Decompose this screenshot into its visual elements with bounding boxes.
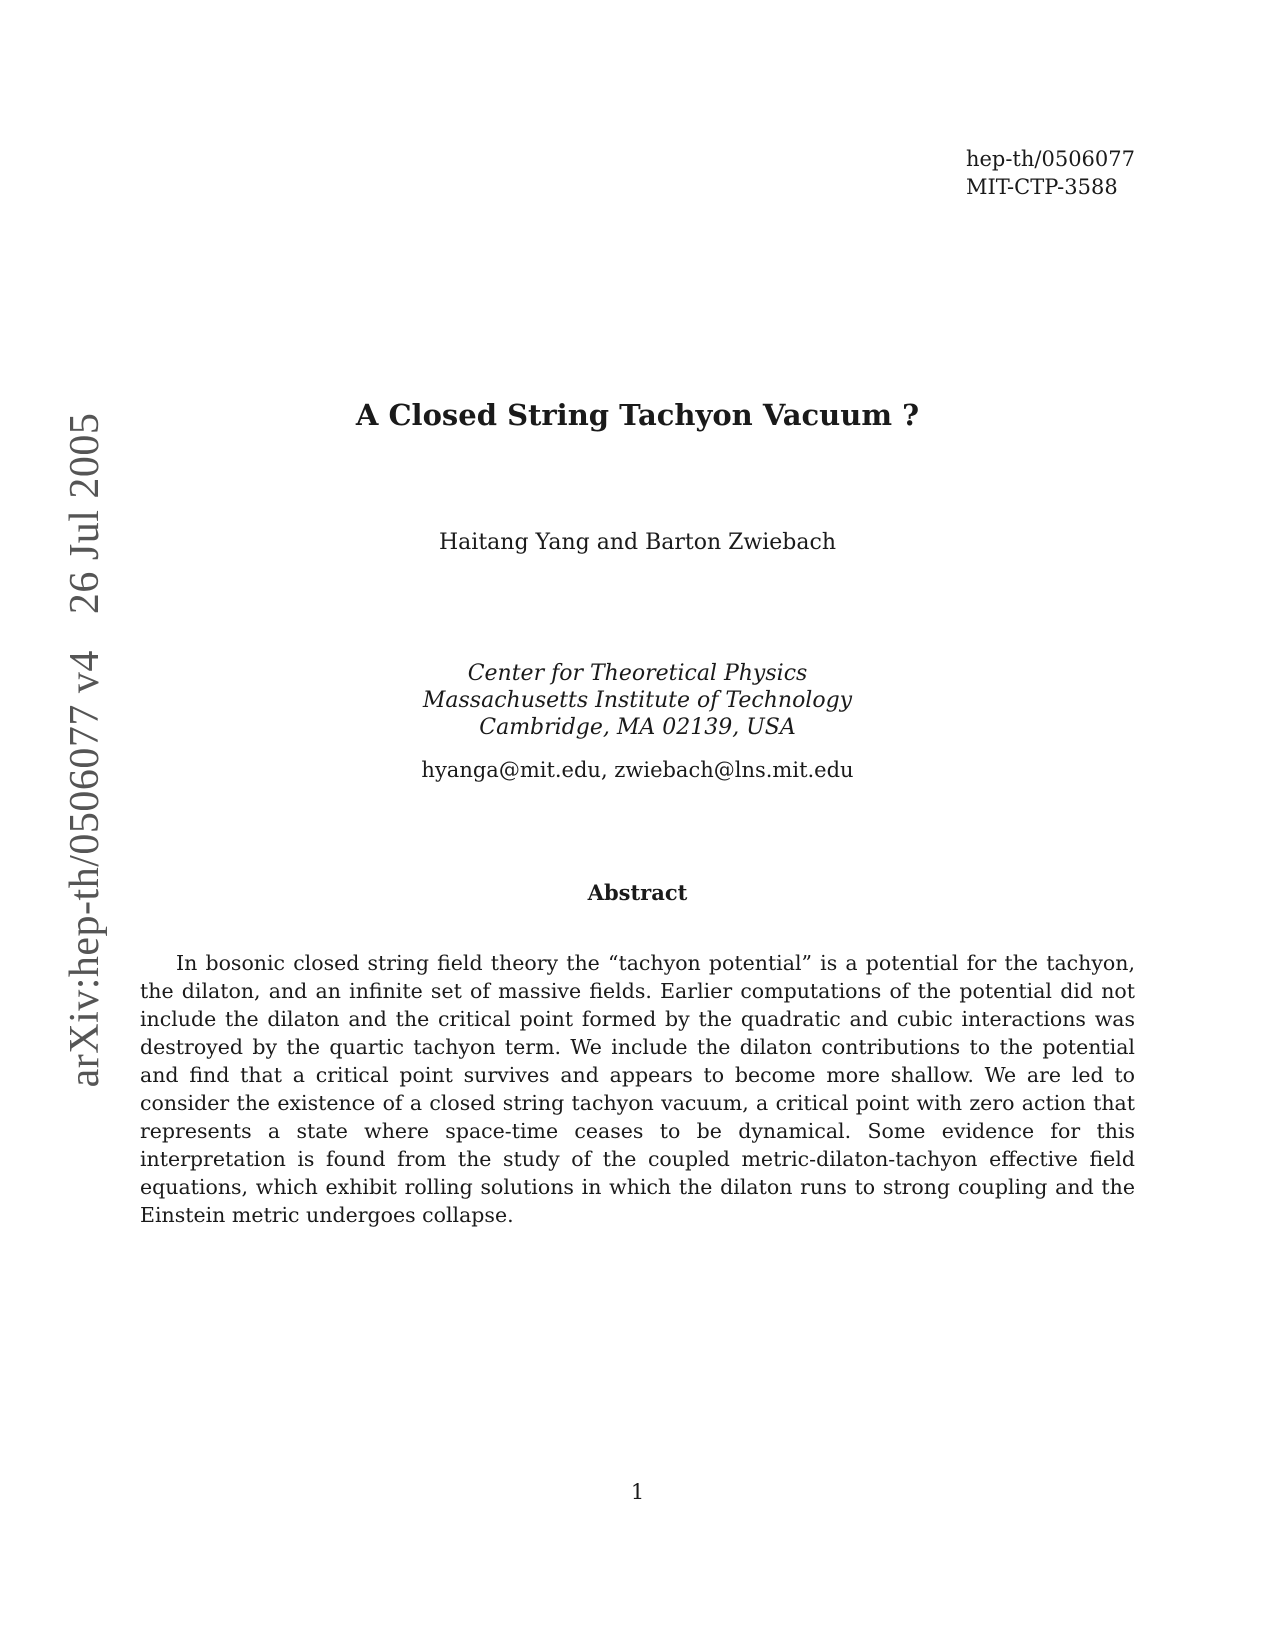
affiliation-line: Massachusetts Institute of Technology bbox=[422, 688, 853, 713]
page-number: 1 bbox=[630, 1480, 645, 1504]
report-number-mit: MIT-CTP-3588 bbox=[965, 175, 1118, 199]
report-number-arxiv: hep-th/0506077 bbox=[965, 147, 1135, 171]
authors: Haitang Yang and Barton Zwiebach bbox=[439, 530, 836, 555]
arxiv-sidebar-stamp bbox=[61, 413, 109, 1088]
abstract-heading: Abstract bbox=[587, 880, 688, 905]
abstract-text: In bosonic closed string field theory the “tachyon potential” is a potential for the tachyon, the dilaton, and an infinite set of massive fields. Earlier computations of the potential did not include the dilaton and the critical point formed by the quadratic and cubic interactions was destroyed by the quartic tachyon term. We include the dilaton contributions to the potential and find that a critical point survives and appears to become more shallow. We are led to consider the existence of a closed string tachyon vacuum, a critical point with zero action that represents a state where space-time ceases to be dynamical. Some evidence for this interpretation is found from the study of the coupled metric-dilaton-tachyon effective field equations, which exhibit rolling solutions in which the dilaton runs to strong coupling and the Einstein metric undergoes collapse. bbox=[140, 950, 1135, 1227]
affiliation bbox=[0, 660, 1275, 741]
affiliation-line: Center for Theoretical Physics bbox=[467, 661, 808, 686]
author-emails: hyanga@mit.edu, zwiebach@lns.mit.edu bbox=[421, 758, 854, 782]
arxiv-date: 26 Jul 2005 bbox=[62, 412, 108, 615]
arxiv-identifier: arXiv:hep-th/0506077 v4 bbox=[62, 650, 108, 1088]
report-numbers bbox=[966, 145, 1135, 201]
paper-title: A Closed String Tachyon Vacuum ? bbox=[355, 398, 920, 432]
affiliation-line: Cambridge, MA 02139, USA bbox=[479, 715, 796, 740]
